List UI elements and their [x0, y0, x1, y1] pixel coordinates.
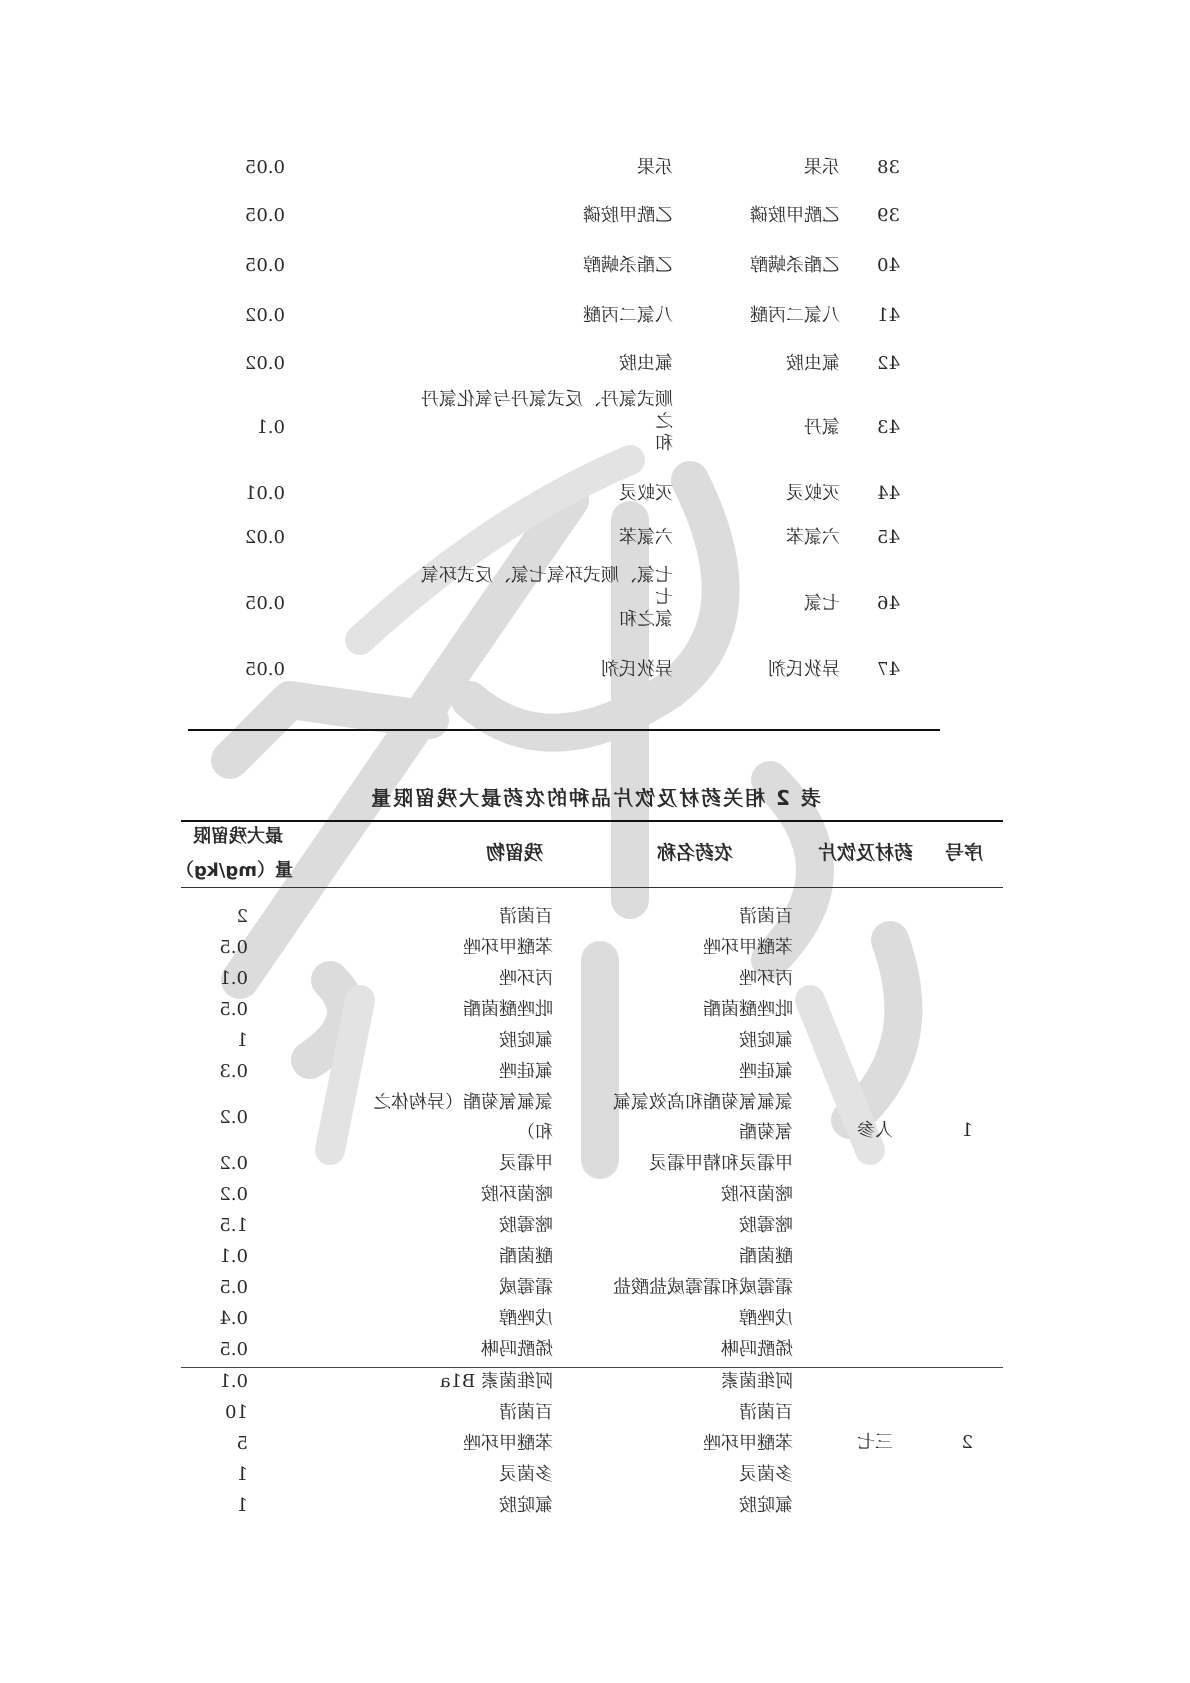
row-number: 44: [877, 483, 900, 504]
row-number: 47: [877, 659, 900, 680]
limit-value: 0.3: [219, 1061, 248, 1082]
medicine-name: 乙酯杀螨醇: [750, 255, 840, 276]
pesticide-name: 百菌清: [739, 906, 793, 927]
limit-value: 0.2: [219, 1184, 248, 1205]
limit-value: 0.05: [244, 593, 285, 614]
pesticide-name-line2: 氯之和: [619, 609, 673, 630]
residue-name: 氟硅唑: [499, 1061, 553, 1082]
group-medicine: 人参: [857, 1120, 893, 1141]
pesticide-name: 乙酰甲胺磷: [583, 205, 673, 226]
group-divider: [181, 1367, 1003, 1368]
row-number: 40: [877, 255, 900, 276]
pesticide-name: 丙环唑: [739, 968, 793, 989]
limit-value: 0.05: [244, 659, 285, 680]
pesticide-name-line1: 七氯、顺式环氧七氯、反式环氧七: [421, 565, 673, 608]
residue-name: 嘧菌环胺: [481, 1184, 553, 1205]
pesticide-name: 氟啶胺: [739, 1495, 793, 1516]
pesticide-name-line2: 和: [655, 433, 673, 454]
residue-name-line2: 和）: [517, 1122, 553, 1143]
medicine-name: 乙酰甲胺磷: [750, 205, 840, 226]
medicine-name: 氯丹: [804, 417, 840, 438]
limit-value: 0.05: [244, 157, 285, 178]
limit-value: 10: [225, 1402, 248, 1423]
pesticide-name: 吡唑醚菌酯: [703, 999, 793, 1020]
residue-name: 霜霉威: [499, 1277, 553, 1298]
limit-value: 5: [236, 1433, 248, 1454]
limit-value: 0.02: [244, 305, 285, 326]
residue-name: 甲霜灵: [499, 1153, 553, 1174]
limit-value: 0.02: [244, 353, 285, 374]
table-2-header-rule: [181, 887, 1003, 888]
limit-value: 0.5: [219, 1277, 248, 1298]
table-2-title: 表 2 相关药材及饮片品种的农药最大残留限量: [369, 786, 821, 810]
pesticide-name-line2: 氰菊酯: [739, 1122, 793, 1143]
limit-value: 0.1: [256, 417, 285, 438]
residue-name: 烯酰吗啉: [481, 1339, 553, 1360]
row-number: 43: [877, 417, 900, 438]
limit-value: 2: [236, 906, 248, 927]
header-pesticide: 农药名称: [656, 842, 733, 864]
limit-value: 0.1: [219, 1371, 248, 1392]
limit-value: 0.5: [219, 1339, 248, 1360]
medicine-name: 八氯二丙醚: [750, 305, 840, 326]
pesticide-name: 氟硅唑: [739, 1061, 793, 1082]
pesticide-name: 烯酰吗啉: [721, 1339, 793, 1360]
pesticide-name-line1: 氯氟氰菊酯和高效氯氟: [613, 1092, 793, 1113]
pesticide-name: 异狄氏剂: [601, 659, 673, 680]
residue-name: 百菌清: [499, 1402, 553, 1423]
residue-name: 丙环唑: [499, 968, 553, 989]
pesticide-name: 多菌灵: [739, 1464, 793, 1485]
header-residue: 残留物: [485, 842, 543, 864]
pesticide-name: 六氯苯: [619, 527, 673, 548]
limit-value: 1: [236, 1030, 248, 1051]
medicine-name: 六氯苯: [786, 527, 840, 548]
medicine-name: 氟虫胺: [786, 353, 840, 374]
residue-name: 戊唑醇: [499, 1308, 553, 1329]
residue-name: 嘧霉胺: [499, 1215, 553, 1236]
limit-value: 0.02: [244, 527, 285, 548]
pesticide-name: 戊唑醇: [739, 1308, 793, 1329]
pesticide-name: 醚菌酯: [739, 1246, 793, 1267]
limit-value: 0.4: [219, 1308, 248, 1329]
medicine-name: 乐果: [804, 157, 840, 178]
header-medicine: 药材及饮片: [817, 842, 913, 864]
residue-name: 苯醚甲环唑: [463, 1433, 553, 1454]
medicine-name: 异狄氏剂: [768, 659, 840, 680]
limit-value: 0.2: [219, 1107, 248, 1128]
pesticide-name: 霜霉威和霜霉威盐酸盐: [613, 1277, 793, 1298]
limit-value: 1: [236, 1495, 248, 1516]
row-number: 46: [877, 593, 900, 614]
row-number: 42: [877, 353, 900, 374]
row-number: 38: [877, 157, 900, 178]
residue-name: 氟啶胺: [499, 1030, 553, 1051]
pesticide-name: 嘧霉胺: [739, 1215, 793, 1236]
residue-name-line1: 氯氟氰菊酯（异构体之: [373, 1092, 553, 1113]
pesticide-name: 氟虫胺: [619, 353, 673, 374]
header-no: 序号: [944, 842, 983, 864]
group-number: 2: [961, 1432, 973, 1453]
row-number: 41: [877, 305, 900, 326]
pesticide-name: 阿维菌素: [721, 1371, 793, 1392]
residue-name: 多菌灵: [499, 1464, 553, 1485]
pesticide-name: 百菌清: [739, 1402, 793, 1423]
header-limit-line2: 量（mg/kg）: [175, 860, 293, 881]
limit-value: 0.05: [244, 255, 285, 276]
limit-value: 1: [236, 1464, 248, 1485]
group-medicine: 三七: [857, 1432, 893, 1453]
residue-name: 百菌清: [499, 906, 553, 927]
pesticide-name-line1: 顺式氯丹、反式氯丹与氧化氯丹之: [421, 389, 673, 432]
table-2-top-rule: [181, 820, 1003, 822]
pesticide-name: 灭蚁灵: [619, 483, 673, 504]
residue-name: 阿维菌素 B1a: [439, 1371, 553, 1392]
residue-name: 吡唑醚菌酯: [463, 999, 553, 1020]
residue-name: 苯醚甲环唑: [463, 937, 553, 958]
table-1-bottom-rule: [188, 729, 940, 731]
row-number: 45: [877, 527, 900, 548]
limit-value: 0.01: [244, 483, 285, 504]
limit-value: 0.2: [219, 1153, 248, 1174]
medicine-name: 七氯: [804, 593, 840, 614]
header-limit-line1: 最大残留限: [193, 826, 283, 847]
pesticide-name: 乙酯杀螨醇: [583, 255, 673, 276]
limit-value: 0.05: [244, 205, 285, 226]
row-number: 39: [877, 205, 900, 226]
pesticide-name: 苯醚甲环唑: [703, 937, 793, 958]
limit-value: 1.5: [219, 1215, 248, 1236]
limit-value: 0.1: [219, 1246, 248, 1267]
limit-value: 0.5: [219, 999, 248, 1020]
pesticide-name: 乐果: [637, 157, 673, 178]
group-number: 1: [961, 1120, 973, 1141]
limit-value: 0.5: [219, 937, 248, 958]
pesticide-name: 八氯二丙醚: [583, 305, 673, 326]
pesticide-name: 嘧菌环胺: [721, 1184, 793, 1205]
medicine-name: 灭蚁灵: [786, 483, 840, 504]
residue-name: 氟啶胺: [499, 1495, 553, 1516]
pesticide-name: 苯醚甲环唑: [703, 1433, 793, 1454]
pesticide-name: 甲霜灵和精甲霜灵: [649, 1153, 793, 1174]
residue-name: 醚菌酯: [499, 1246, 553, 1267]
pesticide-name: 氟啶胺: [739, 1030, 793, 1051]
limit-value: 0.1: [219, 968, 248, 989]
